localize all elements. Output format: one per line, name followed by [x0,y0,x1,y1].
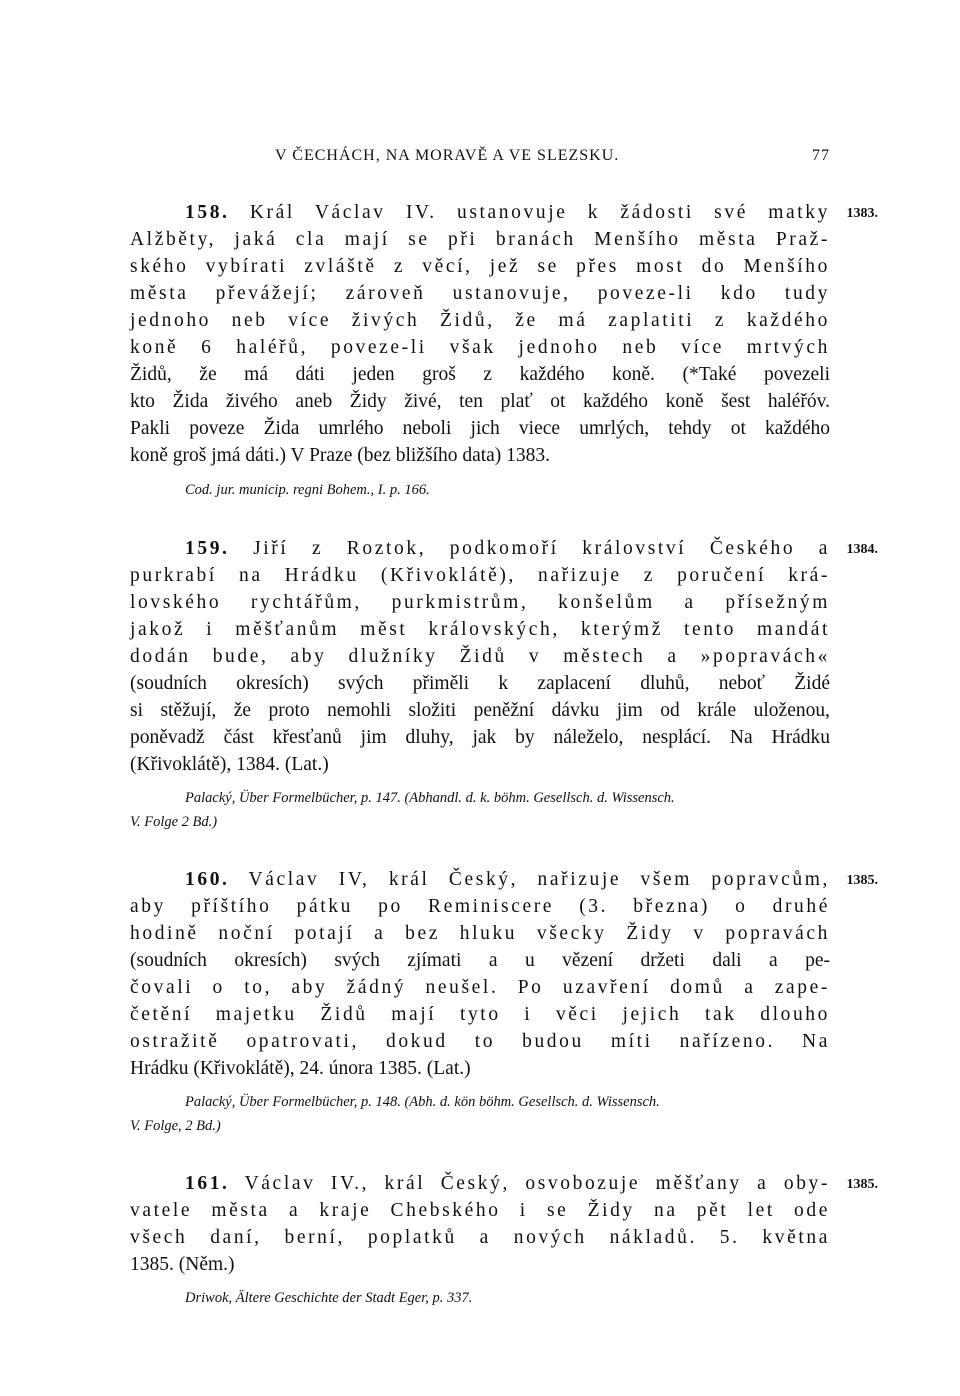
entry-line: čovali o to, aby žádný neušel. Po uzavření domů a zape- [130,977,830,998]
running-title: V ČECHÁCH, NA MORAVĚ A VE SLEZSKU. [275,147,620,164]
entry-number: 159. [185,538,230,559]
entry-161 [130,1170,878,1320]
entry-line: (Křivoklátě), 1384. (Lat.) [130,754,329,775]
entry-line: Pakli poveze Žida umrlého neboli jich viece umrlých, tehdy ot každého [130,418,830,439]
entry-line: 161. Václav IV., král Český, osvobozuje měšťany a oby- [185,1173,830,1194]
source-citation: Driwok, Ältere Geschichte der Stadt Eger, p. 337. [185,1290,473,1306]
margin-year: 1385. [846,873,878,888]
source-citation: V. Folge 2 Bd.) [130,814,218,830]
entry-line: aby příštího pátku po Reminiscere (3. března) o druhé [130,896,830,917]
entry-line: jednoho neb více živých Židů, že má zaplatiti z každého [130,310,830,331]
entry-line: purkrabí na Hrádku (Křivoklátě), nařizuje z poručení krá- [130,565,830,586]
entry-number: 161. [185,1173,230,1194]
entry-159 [130,535,878,835]
entry-line: lovského rychtářům, purkmistrům, konšelům a přísežným [130,592,830,613]
entry-158 [130,199,878,519]
entry-line: dodán bude, aby dlužníky Židů v městech a »popravách« [130,646,830,667]
margin-year: 1383. [846,206,878,221]
entry-line: (soudních okresích) svých zjímati a u vězení držeti dali a pe- [130,950,830,971]
source-citation: Palacký, Über Formelbücher, p. 148. (Abh. d. kön böhm. Gesellsch. d. Wissensch. [185,1094,660,1110]
entry-line: koně groš jmá dáti.) V Praze (bez bližšího data) 1383. [130,445,551,466]
entry-line: 159. Jiří z Roztok, podkomoří království Českého a [185,538,830,559]
entry-line: ského vybírati zvláště z věcí, jež se přes most do Menšího [130,256,830,277]
entry-line: poněvadž část křesťanů jim dluhy, jak by náleželo, nesplácí. Na Hrádku [130,727,830,748]
entry-line: města převážejí; zároveň ustanovuje, poveze-li kdo tudy [130,283,830,304]
entry-line: 160. Václav IV, král Český, nařizuje všem popravcům, [185,869,830,890]
source-citation: V. Folge, 2 Bd.) [130,1118,221,1134]
margin-year: 1384. [846,542,878,557]
source-citation: Palacký, Über Formelbücher, p. 147. (Abhandl. d. k. böhm. Gesellsch. d. Wissensch. [185,790,675,806]
entry-line: 158. Král Václav IV. ustanovuje k žádosti své matky [185,202,830,223]
entry-line: četění majetku Židů mají tyto i věci jejich tak dlouho [130,1004,830,1025]
entry-line: Alžběty, jaká cla mají se při branách Menšího města Praž- [130,229,830,250]
running-head [130,145,830,171]
source-citation: Cod. jur. municip. regni Bohem., I. p. 166. [185,482,430,498]
entry-line: kto Žida živého aneb Židy živé, ten plať ot každého koně šest haléřóv. [130,391,830,412]
entry-line: hodině noční potají a bez hluku všecky Židy v popravách [130,923,830,944]
entry-line: si stěžují, že proto nemohli složiti peněžní dávku jim od krále uloženou, [130,700,830,721]
entry-line: (soudních okresích) svých přiměli k zaplacení dluhů, neboť Židé [130,673,830,694]
entry-line: 1385. (Něm.) [130,1254,235,1275]
entry-line: jakož i měšťanům měst královských, kterýmž tento mandát [130,619,830,640]
entry-line: Hrádku (Křivoklátě), 24. února 1385. (Lat.) [130,1058,471,1079]
entry-line: všech daní, berní, poplatků a nových nákladů. 5. května [130,1227,830,1248]
entry-number: 160. [185,869,230,890]
entry-line: vatele města a kraje Chebského i se Židy na pět let ode [130,1200,830,1221]
page-number: 77 [812,147,830,164]
entry-number: 158. [185,202,230,223]
entry-line: ostražitě opatrovati, dokud to budou míti nařízeno. Na [130,1031,830,1052]
entry-line: Židů, že má dáti jeden groš z každého koně. (*Také povezeli [130,364,830,385]
entry-160 [130,866,878,1146]
margin-year: 1385. [846,1177,878,1192]
entry-line: koně 6 haléřů, poveze-li však jednoho neb více mrtvých [130,337,830,358]
